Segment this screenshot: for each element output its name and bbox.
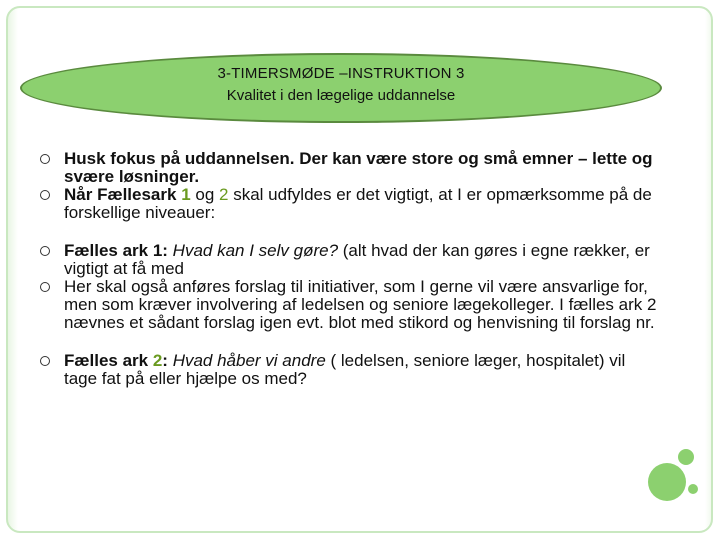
- sheet-number-2: 2: [219, 185, 229, 204]
- bullet-item-4: [40, 278, 660, 332]
- bullet-icon: [40, 154, 50, 164]
- decorative-circle: [678, 449, 694, 465]
- bullet-item-1: [40, 150, 660, 186]
- faellesark-label: Når Fællesark: [64, 185, 182, 204]
- bullet-item-2: [40, 186, 660, 222]
- sheet-1-question: Hvad kan I selv gøre?: [167, 241, 339, 260]
- bullet-text: (alt hvad der kan gøres i egne rækker, er vigtigt at få med: [64, 241, 650, 278]
- bullet-text: Her skal også anføres forslag til initiativer, som I gerne vil være ansvarlige for, men som kræver involvering af ledelsen og seniore lægekolleger. I fælles ark 2 nævnes et sådant forslag igen evt. blot med stikord og henvisning til forslag nr.: [64, 277, 657, 332]
- decorative-circle: [648, 463, 686, 501]
- sheet-2-question: Hvad håber vi andre: [167, 351, 326, 370]
- bullet-text: Husk fokus på uddannelsen. Der kan være store og små emner – lette og svære løsninger.: [64, 149, 653, 186]
- slide-title: 3-TIMERSMØDE –INSTRUKTION 3: [217, 65, 465, 82]
- bullet-text-start: [64, 185, 652, 222]
- title-banner: [20, 53, 662, 123]
- bullet-text: ( ledelsen, seniore læger, hospitalet) vil tage fat på eller hjælpe os med?: [64, 351, 626, 388]
- bullet-icon: [40, 282, 50, 292]
- colon: :: [162, 351, 168, 370]
- bullet-icon: [40, 356, 50, 366]
- sheet-2-label: Fælles ark: [64, 351, 153, 370]
- bullet-icon: [40, 190, 50, 200]
- sheet-number-2: 2: [152, 351, 163, 370]
- sheet-1-label: Fælles ark 1:: [64, 241, 168, 260]
- connector-text: og: [190, 185, 220, 204]
- bullet-icon: [40, 246, 50, 256]
- bullet-item-5: [40, 352, 660, 388]
- slide-subtitle: Kvalitet i den lægelige uddannelse: [226, 87, 456, 104]
- bullet-text-end: skal udfyldes er det vigtigt, at I er opmærksomme på de forskellige niveauer:: [64, 185, 652, 222]
- sheet-number-1: 1: [181, 185, 191, 204]
- bullet-list: [40, 150, 660, 388]
- decorative-circle: [688, 484, 698, 494]
- bullet-item-3: [40, 242, 660, 278]
